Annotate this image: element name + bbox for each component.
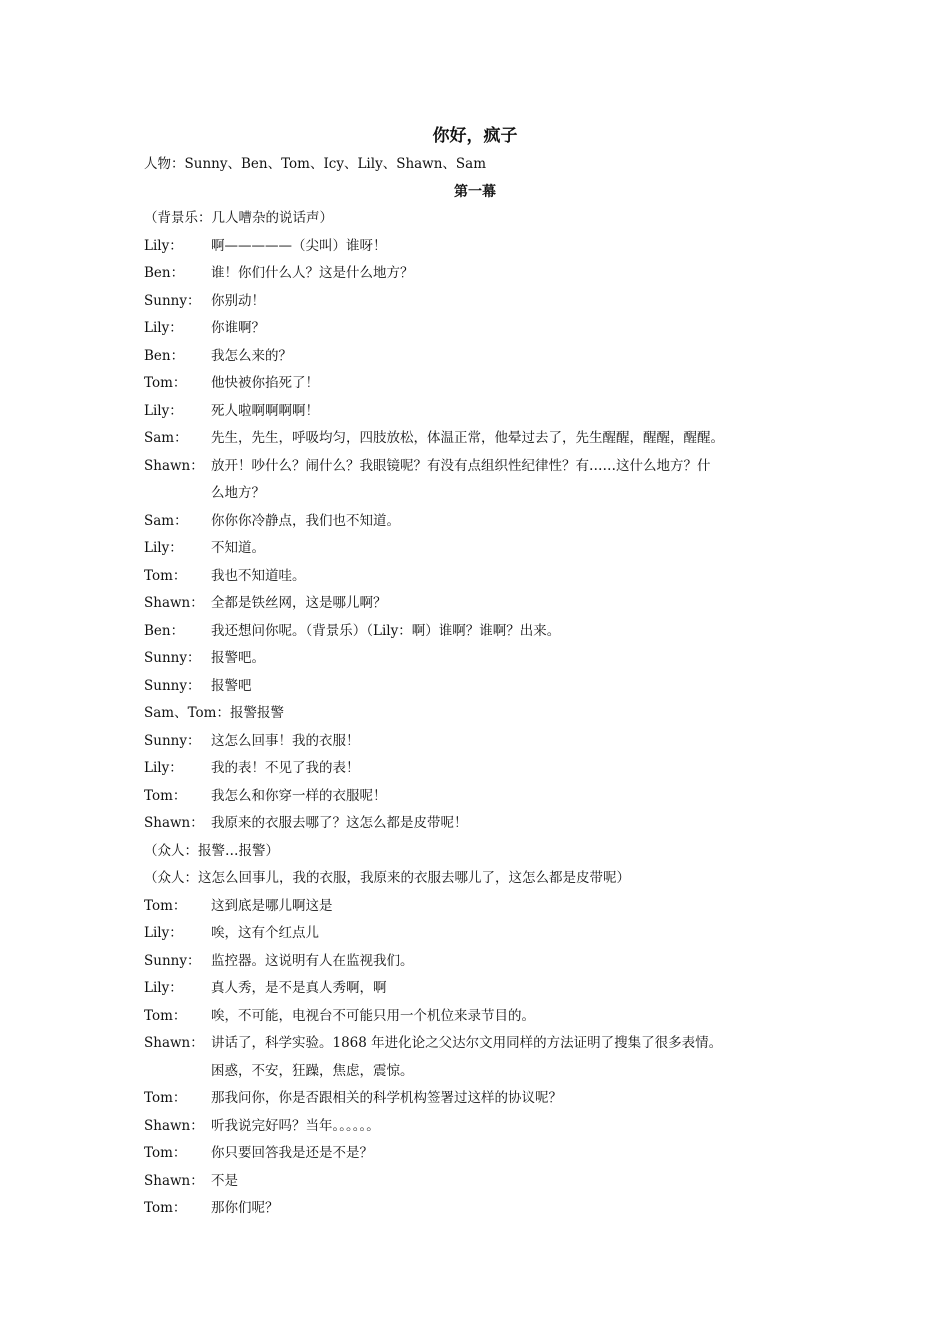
stage-direction-text: （背景乐：几人嘈杂的说话声） (144, 210, 333, 226)
speaker-name: Lily： (144, 925, 183, 941)
stage-direction-text: （众人：报警…报警） (144, 842, 279, 859)
dialogue-line (144, 370, 824, 398)
dialogue-line (144, 1113, 824, 1141)
script-title: 你好，疯子 (432, 126, 518, 146)
dialogue-line (144, 1168, 824, 1196)
speaker-name: Shawn： (144, 1035, 204, 1051)
act-heading: 第一幕 (454, 184, 496, 200)
dialogue-line (144, 645, 824, 673)
character-list: 人物：Sunny、Ben、Tom、Icy、Lily、Shawn、Sam (144, 156, 487, 172)
line-text: 么地方？ (211, 485, 265, 501)
line-text: 你谁啊？ (211, 320, 265, 336)
dialogue-line (144, 590, 824, 618)
line-text: 放开！吵什么？闹什么？我眼镜呢？有没有点组织性纪律性？有……这什么地方？什 (211, 457, 711, 474)
dialogue-line (144, 1140, 824, 1168)
speaker-name: Shawn： (144, 1117, 204, 1134)
dialogue-line (144, 233, 824, 261)
dialogue-list (144, 205, 824, 1223)
line-text: 谁！你们什么人？这是什么地方？ (211, 265, 414, 281)
dialogue-line (144, 425, 824, 453)
line-text: 我原来的衣服去哪了？这怎么都是皮带呢！ (211, 815, 468, 831)
stage-direction-text: （众人：这怎么回事儿，我的衣服，我原来的衣服去哪儿了，这怎么都是皮带呢） (144, 870, 630, 886)
speaker-name: Shawn： (144, 457, 204, 474)
speaker-name: Sunny： (144, 952, 201, 969)
dialogue-line (144, 810, 824, 838)
dialogue-line (144, 783, 824, 811)
dialogue-line (144, 1085, 824, 1113)
stage-direction (144, 205, 824, 233)
dialogue-line (144, 453, 824, 481)
speaker-name: Shawn： (144, 1172, 204, 1189)
line-text: 啊—————（尖叫）谁呀！ (211, 237, 387, 254)
line-text: 唉，不可能，电视台不可能只用一个机位来录节目的。 (211, 1007, 535, 1024)
line-text: 你别动！ (211, 292, 265, 309)
line-text: 我也不知道哇。 (211, 567, 306, 584)
speaker-name: Shawn： (144, 595, 204, 611)
speaker-name: Lily： (144, 320, 183, 336)
speaker-name: Tom： (144, 1007, 187, 1024)
dialogue-line (144, 508, 824, 536)
line-text: 不知道。 (211, 540, 265, 556)
speaker-name: Sam： (144, 512, 188, 529)
line-text: 困惑，不安，狂躁，焦虑，震惊。 (211, 1062, 414, 1079)
speaker-name: Shawn： (144, 815, 204, 831)
dialogue-line (144, 315, 824, 343)
line-text: 报警吧。 (211, 650, 265, 666)
dialogue-line (144, 260, 824, 288)
speaker-name: Tom： (144, 787, 187, 804)
dialogue-line (144, 343, 824, 371)
line-text: 监控器。这说明有人在监视我们。 (211, 952, 414, 969)
line-text: 那你们呢？ (211, 1200, 279, 1216)
dialogue-line (144, 288, 824, 316)
dialogue-line (144, 1003, 824, 1031)
dialogue-line (144, 920, 824, 948)
speaker-name: Lily： (144, 402, 183, 419)
line-text: 唉，这有个红点儿 (211, 925, 319, 941)
speaker-name: Ben： (144, 347, 185, 364)
line-text: 这怎么回事！我的衣服！ (211, 732, 360, 749)
line-text: 讲话了，科学实验。1868 年进化论之父达尔文用同样的方法证明了搜集了很多表情。 (211, 1035, 723, 1051)
line-text: 这到底是哪儿啊这是 (211, 897, 333, 914)
dialogue-line (144, 755, 824, 783)
speaker-name: Tom： (144, 1090, 187, 1106)
speaker-name: Sam： (144, 430, 188, 446)
line-text: 我的表！不见了我的表！ (211, 760, 360, 776)
line-text: 先生，先生，呼吸均匀，四肢放松，体温正常，他晕过去了，先生醒醒，醒醒，醒醒。 (211, 430, 724, 446)
speaker-name: Ben： (144, 622, 185, 639)
speaker-name: Tom： (144, 567, 187, 584)
dialogue-line (144, 535, 824, 563)
speaker-name: Tom： (144, 1145, 187, 1161)
line-text: 听我说完好吗？当年。。。。。。 (211, 1117, 380, 1134)
speaker-name: Lily： (144, 980, 183, 996)
dialogue-line (144, 893, 824, 921)
speaker-name: Lily： (144, 540, 183, 556)
line-text: 报警报警 (229, 705, 284, 721)
line-text: 死人啦啊啊啊啊！ (211, 402, 319, 419)
stage-direction (144, 838, 824, 866)
dialogue-line (144, 398, 824, 426)
dialogue-line (144, 673, 824, 701)
speaker-name: Ben： (144, 265, 185, 281)
speaker-name: Tom： (144, 897, 187, 914)
line-text: 我还想问你呢。（背景乐）（Lily：啊）谁啊？谁啊？出来。 (211, 622, 561, 639)
dialogue-line (144, 975, 824, 1003)
dialogue-line (144, 728, 824, 756)
dialogue-line (144, 1058, 824, 1086)
speaker-name: Lily： (144, 760, 183, 776)
speaker-name: Tom： (144, 1200, 187, 1216)
dialogue-line (144, 563, 824, 591)
line-text: 那我问你，你是否跟相关的科学机构签署过这样的协议呢？ (211, 1090, 562, 1106)
dialogue-line (144, 480, 824, 508)
line-text: 全都是铁丝网，这是哪儿啊？ (211, 595, 387, 611)
line-text: 报警吧 (211, 677, 252, 694)
speaker-name: Tom： (144, 375, 187, 391)
line-text: 真人秀，是不是真人秀啊，啊 (211, 980, 387, 996)
speaker-name: Sunny： (144, 650, 201, 666)
speaker-name: Sunny： (144, 677, 201, 694)
line-text: 他快被你掐死了！ (211, 375, 319, 391)
line-text: 你你你冷静点，我们也不知道。 (211, 512, 400, 529)
speaker-name: Lily： (144, 237, 183, 254)
speaker-name: Sam、Tom： (144, 705, 230, 721)
dialogue-line (144, 948, 824, 976)
line-text: 不是 (211, 1172, 238, 1189)
speaker-name: Sunny： (144, 292, 201, 309)
dialogue-line (144, 1030, 824, 1058)
line-text: 我怎么和你穿一样的衣服呢！ (211, 787, 387, 804)
speaker-name: Sunny： (144, 732, 201, 749)
line-text: 我怎么来的？ (211, 347, 292, 364)
dialogue-line (144, 1195, 824, 1223)
dialogue-line (144, 618, 824, 646)
line-text: 你只要回答我是还是不是？ (211, 1145, 373, 1161)
stage-direction (144, 865, 824, 893)
dialogue-line (144, 700, 824, 728)
